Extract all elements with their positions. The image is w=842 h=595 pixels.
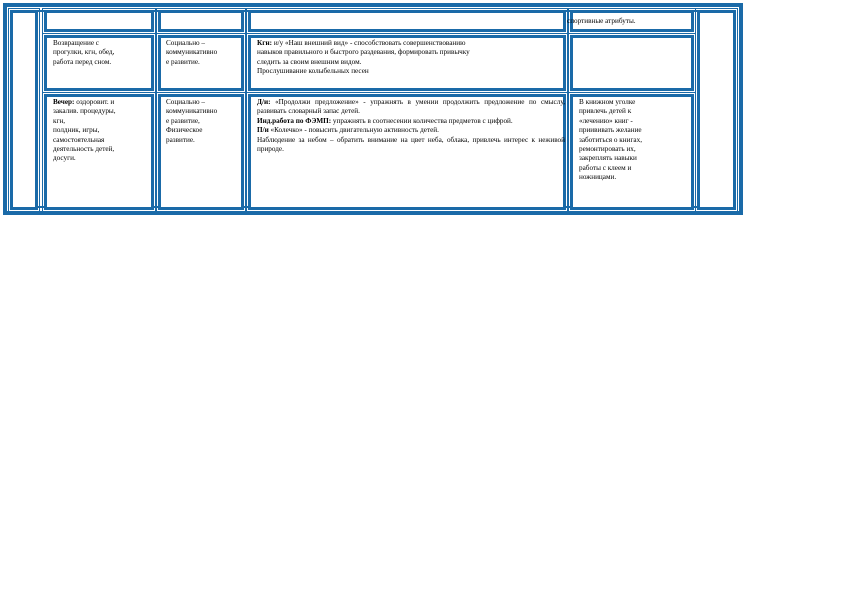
row-evening-col3 <box>248 94 566 210</box>
evening-line-individual-label: Инд.работа по ФЭМП: <box>257 116 333 125</box>
row-return-col3 <box>248 35 566 91</box>
row-return-area-text: Социально – коммуникативно е развитие. <box>166 39 218 66</box>
evening-line-game <box>257 98 565 117</box>
row-evening-col2 <box>158 94 244 210</box>
row-evening-col4 <box>570 94 694 210</box>
row-return-col4 <box>570 35 694 91</box>
evening-line-individual <box>257 117 565 126</box>
row-evening-activity-label: Вечер: <box>53 98 77 106</box>
row-top-col2 <box>158 10 244 32</box>
row-return-content-label: Кгн: <box>257 39 274 47</box>
row-top-col4 <box>567 10 694 32</box>
right-margin-cell <box>697 10 736 210</box>
evening-line-outdoor-game-text: «Колечко» - повысить двигательную активность детей. <box>270 126 439 135</box>
evening-line-outdoor-game-label: П/и <box>257 126 271 135</box>
row-top-col3 <box>248 10 566 32</box>
row-evening-activity-text: оздоровит. и закалив. процедуры, кгн, полдник, игры, самостоятельная деятельность детей, досуги. <box>53 98 116 163</box>
row-evening-content <box>257 98 565 154</box>
evening-line-outdoor-game <box>257 126 565 135</box>
row-evening-col1 <box>44 94 154 210</box>
row-top-col1 <box>44 10 154 32</box>
row-return-content <box>257 39 557 77</box>
row-evening-col4-text: В книжном уголке привлечь детей к «лечению» книг - приививать желание заботиться о книгах, ремонтировать их, закреплять навыки работы с клеем и ножницами. <box>579 98 642 182</box>
evening-line-observation-text: Наблюдение за небом – обратить внимание на цвет неба, облака, привлечь интерес к неживой природе. <box>257 135 565 154</box>
row-return-activity-text: Возвращение с прогулки, кгн, обед, работа перед сном. <box>53 39 115 66</box>
row-evening-area-text: Социально – коммуникативно е развитие, Физическое развитие. <box>166 98 218 144</box>
evening-line-individual-text: упражнять в соотнесении количества предметов с цифрой. <box>332 116 513 125</box>
evening-line-game-text: «Продолжи предложение» - упражнять в умении продолжить предложение по смыслу, развивать словарный запас детей. <box>257 98 565 116</box>
row-return-content-text: и/у «Наш внешний вид» - способствовать совершенствованию навыков правильного и быстрого раздевания, формировать привычку следить за своим внешним видом. Прослушивание колыбельных песен <box>257 39 470 76</box>
row-evening-activity <box>53 98 149 164</box>
row-top-col4-text: спортивные атрибуты. <box>567 17 636 25</box>
row-return-col1 <box>44 35 154 91</box>
row-return-col2 <box>158 35 244 91</box>
evening-line-game-label: Д/и: <box>257 98 276 106</box>
left-margin-cell-top <box>10 10 38 210</box>
evening-line-observation <box>257 136 565 155</box>
